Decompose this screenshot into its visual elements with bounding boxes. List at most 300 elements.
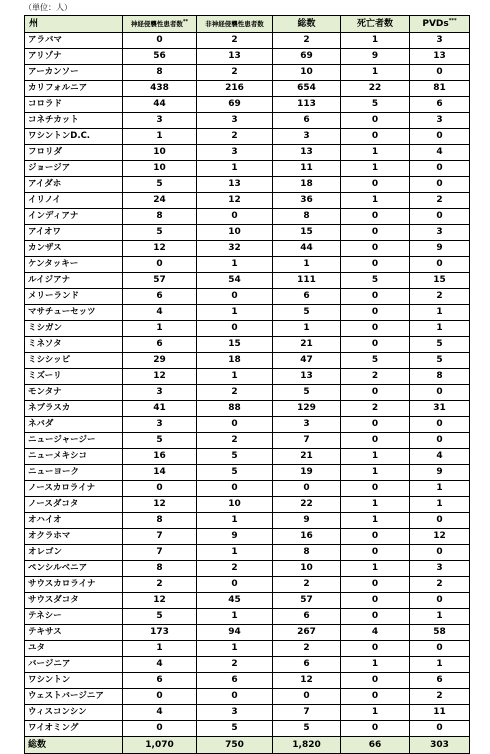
totals-total: 1,820 <box>273 737 341 754</box>
cell-neuro: 0 <box>123 257 197 273</box>
cell-total: 69 <box>273 49 341 65</box>
table-row <box>25 401 470 417</box>
cell-state: インディアナ <box>25 209 123 225</box>
cell-total: 15 <box>273 225 341 241</box>
cell-deaths: 1 <box>341 513 410 529</box>
cell-nonneuro: 69 <box>197 97 273 113</box>
cell-nonneuro: 9 <box>197 529 273 545</box>
cell-pvds: 0 <box>410 129 470 145</box>
cell-nonneuro: 3 <box>197 705 273 721</box>
cell-state: ワシントン <box>25 673 123 689</box>
cell-nonneuro: 0 <box>197 289 273 305</box>
cell-total: 2 <box>273 33 341 49</box>
cell-state: ワシントンD.C. <box>25 129 123 145</box>
cell-state: モンタナ <box>25 385 123 401</box>
cell-deaths: 0 <box>341 209 410 225</box>
cell-neuro: 16 <box>123 449 197 465</box>
cell-nonneuro: 13 <box>197 49 273 65</box>
cell-total: 16 <box>273 529 341 545</box>
cell-pvds: 6 <box>410 673 470 689</box>
cell-nonneuro: 15 <box>197 337 273 353</box>
cell-total: 113 <box>273 97 341 113</box>
cell-nonneuro: 0 <box>197 689 273 705</box>
cell-neuro: 1 <box>123 129 197 145</box>
cell-pvds: 0 <box>410 161 470 177</box>
cell-neuro: 438 <box>123 81 197 97</box>
cell-deaths: 1 <box>341 705 410 721</box>
cell-total: 18 <box>273 177 341 193</box>
cell-neuro: 1 <box>123 641 197 657</box>
cell-state: テキサス <box>25 625 123 641</box>
cell-total: 6 <box>273 289 341 305</box>
cell-state: オハイオ <box>25 513 123 529</box>
cell-state: カリフォルニア <box>25 81 123 97</box>
cell-pvds: 3 <box>410 33 470 49</box>
cell-state: メリーランド <box>25 289 123 305</box>
cell-nonneuro: 0 <box>197 481 273 497</box>
header-total: 総数 <box>273 16 341 33</box>
cell-nonneuro: 2 <box>197 657 273 673</box>
cell-neuro: 0 <box>123 33 197 49</box>
cell-neuro: 14 <box>123 465 197 481</box>
table-row <box>25 561 470 577</box>
cell-neuro: 44 <box>123 97 197 113</box>
cell-pvds: 58 <box>410 625 470 641</box>
table-row <box>25 321 470 337</box>
cell-neuro: 3 <box>123 417 197 433</box>
cell-neuro: 8 <box>123 513 197 529</box>
cell-deaths: 1 <box>341 193 410 209</box>
cell-total: 5 <box>273 305 341 321</box>
cell-nonneuro: 5 <box>197 721 273 737</box>
cell-total: 1 <box>273 257 341 273</box>
cell-nonneuro: 88 <box>197 401 273 417</box>
cell-neuro: 4 <box>123 657 197 673</box>
cell-nonneuro: 1 <box>197 161 273 177</box>
cell-state: サウスカロライナ <box>25 577 123 593</box>
table-row <box>25 193 470 209</box>
cell-neuro: 8 <box>123 65 197 81</box>
cell-state: フロリダ <box>25 145 123 161</box>
cell-nonneuro: 32 <box>197 241 273 257</box>
cell-pvds: 1 <box>410 497 470 513</box>
cell-total: 3 <box>273 417 341 433</box>
cell-deaths: 0 <box>341 177 410 193</box>
cell-state: ペンシルベニア <box>25 561 123 577</box>
table-row <box>25 593 470 609</box>
cell-total: 21 <box>273 449 341 465</box>
cell-nonneuro: 1 <box>197 369 273 385</box>
cell-total: 13 <box>273 145 341 161</box>
cell-state: ニュージャージー <box>25 433 123 449</box>
totals-row <box>25 737 470 754</box>
cell-neuro: 2 <box>123 577 197 593</box>
cell-pvds: 1 <box>410 321 470 337</box>
cell-nonneuro: 216 <box>197 81 273 97</box>
cell-pvds: 12 <box>410 529 470 545</box>
cell-nonneuro: 54 <box>197 273 273 289</box>
table-row <box>25 289 470 305</box>
cell-total: 36 <box>273 193 341 209</box>
cell-total: 2 <box>273 641 341 657</box>
cell-nonneuro: 12 <box>197 193 273 209</box>
cell-neuro: 7 <box>123 545 197 561</box>
cell-total: 129 <box>273 401 341 417</box>
cell-state: ウェストバージニア <box>25 689 123 705</box>
cell-neuro: 3 <box>123 385 197 401</box>
cell-pvds: 9 <box>410 465 470 481</box>
cell-deaths: 0 <box>341 305 410 321</box>
header-neuro-mark: ** <box>182 18 189 25</box>
cell-state: ミズーリ <box>25 369 123 385</box>
cell-deaths: 2 <box>341 401 410 417</box>
cell-deaths: 1 <box>341 561 410 577</box>
table-row <box>25 145 470 161</box>
cell-deaths: 0 <box>341 673 410 689</box>
cell-neuro: 57 <box>123 273 197 289</box>
cell-total: 12 <box>273 673 341 689</box>
table-row <box>25 481 470 497</box>
cell-total: 0 <box>273 481 341 497</box>
cell-pvds: 4 <box>410 449 470 465</box>
cell-nonneuro: 0 <box>197 417 273 433</box>
cell-total: 1 <box>273 321 341 337</box>
cell-deaths: 9 <box>341 49 410 65</box>
cell-nonneuro: 2 <box>197 433 273 449</box>
cell-state: アラバマ <box>25 33 123 49</box>
table-row <box>25 673 470 689</box>
cell-total: 47 <box>273 353 341 369</box>
cell-deaths: 1 <box>341 465 410 481</box>
table-row <box>25 241 470 257</box>
cell-deaths: 0 <box>341 417 410 433</box>
cell-neuro: 12 <box>123 241 197 257</box>
cell-nonneuro: 2 <box>197 129 273 145</box>
cell-neuro: 12 <box>123 497 197 513</box>
cell-deaths: 0 <box>341 641 410 657</box>
cell-pvds: 9 <box>410 241 470 257</box>
cell-deaths: 0 <box>341 241 410 257</box>
cell-deaths: 0 <box>341 577 410 593</box>
cell-pvds: 1 <box>410 481 470 497</box>
header-neuro: 神経侵襲性患者数** <box>123 16 197 33</box>
cell-pvds: 4 <box>410 145 470 161</box>
cell-pvds: 15 <box>410 273 470 289</box>
cell-neuro: 4 <box>123 305 197 321</box>
cell-neuro: 29 <box>123 353 197 369</box>
table-row <box>25 177 470 193</box>
cell-nonneuro: 1 <box>197 305 273 321</box>
cell-neuro: 4 <box>123 705 197 721</box>
cell-neuro: 10 <box>123 145 197 161</box>
cell-total: 267 <box>273 625 341 641</box>
cell-deaths: 0 <box>341 225 410 241</box>
cell-deaths: 0 <box>341 689 410 705</box>
cell-deaths: 22 <box>341 81 410 97</box>
cell-deaths: 0 <box>341 129 410 145</box>
cell-nonneuro: 2 <box>197 561 273 577</box>
table-row <box>25 385 470 401</box>
totals-pvds: 303 <box>410 737 470 754</box>
header-deaths: 死亡者数 <box>341 16 410 33</box>
table-row <box>25 433 470 449</box>
cell-state: ニューメキシコ <box>25 449 123 465</box>
cell-deaths: 0 <box>341 289 410 305</box>
cell-total: 57 <box>273 593 341 609</box>
cell-total: 5 <box>273 721 341 737</box>
cell-pvds: 3 <box>410 561 470 577</box>
table-row <box>25 305 470 321</box>
cell-total: 21 <box>273 337 341 353</box>
cell-state: ノースダコタ <box>25 497 123 513</box>
totals-nonneuro: 750 <box>197 737 273 754</box>
cell-state: ニューヨーク <box>25 465 123 481</box>
cell-state: アーカンソー <box>25 65 123 81</box>
table-row <box>25 689 470 705</box>
cell-pvds: 2 <box>410 193 470 209</box>
table-row <box>25 65 470 81</box>
cell-total: 2 <box>273 577 341 593</box>
cell-deaths: 0 <box>341 609 410 625</box>
cell-nonneuro: 2 <box>197 385 273 401</box>
cell-state: アイオワ <box>25 225 123 241</box>
cell-pvds: 3 <box>410 113 470 129</box>
cell-state: カンザス <box>25 241 123 257</box>
cell-pvds: 5 <box>410 353 470 369</box>
cell-pvds: 2 <box>410 289 470 305</box>
table-row <box>25 609 470 625</box>
cell-pvds: 5 <box>410 337 470 353</box>
table-row <box>25 465 470 481</box>
table-row <box>25 529 470 545</box>
cell-state: マサチューセッツ <box>25 305 123 321</box>
cell-total: 6 <box>273 113 341 129</box>
cell-pvds: 0 <box>410 433 470 449</box>
cell-nonneuro: 3 <box>197 145 273 161</box>
table-row <box>25 513 470 529</box>
cell-pvds: 8 <box>410 369 470 385</box>
cell-neuro: 12 <box>123 593 197 609</box>
cell-state: オレゴン <box>25 545 123 561</box>
cell-state: ノースカロライナ <box>25 481 123 497</box>
cell-neuro: 24 <box>123 193 197 209</box>
cell-total: 19 <box>273 465 341 481</box>
cell-pvds: 2 <box>410 689 470 705</box>
cell-neuro: 5 <box>123 177 197 193</box>
cell-pvds: 3 <box>410 225 470 241</box>
table-row <box>25 353 470 369</box>
cell-state: コネチカット <box>25 113 123 129</box>
header-pvds: PVDs*** <box>410 16 470 33</box>
cell-pvds: 11 <box>410 705 470 721</box>
cell-pvds: 0 <box>410 385 470 401</box>
cell-neuro: 6 <box>123 337 197 353</box>
cell-state: ネブラスカ <box>25 401 123 417</box>
totals-neuro: 1,070 <box>123 737 197 754</box>
cell-neuro: 0 <box>123 689 197 705</box>
table-row <box>25 81 470 97</box>
cell-neuro: 8 <box>123 561 197 577</box>
table-row <box>25 705 470 721</box>
cell-nonneuro: 2 <box>197 33 273 49</box>
cell-pvds: 0 <box>410 65 470 81</box>
table-row <box>25 273 470 289</box>
cell-neuro: 7 <box>123 529 197 545</box>
cell-pvds: 0 <box>410 545 470 561</box>
cell-pvds: 1 <box>410 609 470 625</box>
cell-deaths: 0 <box>341 385 410 401</box>
cell-state: テネシー <box>25 609 123 625</box>
cell-neuro: 0 <box>123 721 197 737</box>
cell-total: 22 <box>273 497 341 513</box>
cell-pvds: 0 <box>410 721 470 737</box>
cell-state: サウスダコタ <box>25 593 123 609</box>
header-pvds-mark: *** <box>448 17 457 24</box>
cell-state: ジョージア <box>25 161 123 177</box>
cell-pvds: 2 <box>410 577 470 593</box>
cell-total: 13 <box>273 369 341 385</box>
cell-nonneuro: 1 <box>197 609 273 625</box>
cell-state: アリゾナ <box>25 49 123 65</box>
header-row <box>25 16 470 33</box>
cell-deaths: 1 <box>341 497 410 513</box>
cell-pvds: 0 <box>410 177 470 193</box>
cell-deaths: 1 <box>341 65 410 81</box>
cell-deaths: 1 <box>341 145 410 161</box>
cell-pvds: 0 <box>410 593 470 609</box>
cell-state: ワイオミング <box>25 721 123 737</box>
cell-total: 111 <box>273 273 341 289</box>
cell-pvds: 0 <box>410 257 470 273</box>
table-row <box>25 545 470 561</box>
cell-nonneuro: 10 <box>197 225 273 241</box>
cell-nonneuro: 2 <box>197 65 273 81</box>
cell-neuro: 3 <box>123 113 197 129</box>
totals-deaths: 66 <box>341 737 410 754</box>
cell-total: 44 <box>273 241 341 257</box>
table-row <box>25 577 470 593</box>
cell-nonneuro: 1 <box>197 257 273 273</box>
table-row <box>25 337 470 353</box>
table-row <box>25 129 470 145</box>
cell-pvds: 31 <box>410 401 470 417</box>
cell-deaths: 0 <box>341 257 410 273</box>
cell-total: 7 <box>273 705 341 721</box>
cell-total: 6 <box>273 609 341 625</box>
cell-nonneuro: 10 <box>197 497 273 513</box>
cell-deaths: 0 <box>341 721 410 737</box>
cell-state: ミシシッピ <box>25 353 123 369</box>
cell-neuro: 0 <box>123 481 197 497</box>
cell-pvds: 6 <box>410 97 470 113</box>
cell-state: ルイジアナ <box>25 273 123 289</box>
cell-pvds: 81 <box>410 81 470 97</box>
cell-nonneuro: 45 <box>197 593 273 609</box>
cell-nonneuro: 0 <box>197 209 273 225</box>
cell-pvds: 0 <box>410 209 470 225</box>
cell-neuro: 173 <box>123 625 197 641</box>
cell-pvds: 13 <box>410 49 470 65</box>
cell-nonneuro: 5 <box>197 465 273 481</box>
cell-state: ケンタッキー <box>25 257 123 273</box>
cell-neuro: 6 <box>123 289 197 305</box>
cell-deaths: 1 <box>341 657 410 673</box>
cell-state: オクラホマ <box>25 529 123 545</box>
cell-state: ユタ <box>25 641 123 657</box>
table-row <box>25 209 470 225</box>
cell-nonneuro: 0 <box>197 577 273 593</box>
cell-deaths: 0 <box>341 113 410 129</box>
table-row <box>25 657 470 673</box>
cell-total: 9 <box>273 513 341 529</box>
cell-neuro: 12 <box>123 369 197 385</box>
cell-total: 654 <box>273 81 341 97</box>
header-nonneuro: 非神経侵襲性患者数 <box>197 16 273 33</box>
cell-deaths: 0 <box>341 545 410 561</box>
cell-total: 10 <box>273 65 341 81</box>
cell-neuro: 5 <box>123 225 197 241</box>
table-row <box>25 113 470 129</box>
cell-total: 0 <box>273 689 341 705</box>
cell-total: 11 <box>273 161 341 177</box>
cell-nonneuro: 5 <box>197 449 273 465</box>
cell-pvds: 0 <box>410 641 470 657</box>
cell-deaths: 4 <box>341 625 410 641</box>
cell-deaths: 5 <box>341 97 410 113</box>
cell-nonneuro: 1 <box>197 513 273 529</box>
table-row <box>25 257 470 273</box>
cell-state: ミネソタ <box>25 337 123 353</box>
table-row <box>25 497 470 513</box>
cell-nonneuro: 6 <box>197 673 273 689</box>
wnv-cases-table <box>24 15 470 754</box>
cell-neuro: 5 <box>123 609 197 625</box>
cell-state: ネバダ <box>25 417 123 433</box>
cell-neuro: 10 <box>123 161 197 177</box>
cell-state: ミシガン <box>25 321 123 337</box>
totals-label: 総数 <box>25 737 123 754</box>
cell-state: コロラド <box>25 97 123 113</box>
cell-nonneuro: 1 <box>197 641 273 657</box>
cell-nonneuro: 94 <box>197 625 273 641</box>
cell-total: 3 <box>273 129 341 145</box>
cell-pvds: 0 <box>410 417 470 433</box>
cell-neuro: 8 <box>123 209 197 225</box>
cell-total: 7 <box>273 433 341 449</box>
cell-neuro: 6 <box>123 673 197 689</box>
table-row <box>25 449 470 465</box>
cell-deaths: 0 <box>341 529 410 545</box>
cell-deaths: 1 <box>341 449 410 465</box>
cell-deaths: 5 <box>341 353 410 369</box>
cell-total: 10 <box>273 561 341 577</box>
cell-deaths: 1 <box>341 33 410 49</box>
cell-state: アイダホ <box>25 177 123 193</box>
cell-neuro: 5 <box>123 433 197 449</box>
cell-deaths: 0 <box>341 593 410 609</box>
cell-state: ウィスコンシン <box>25 705 123 721</box>
table-row <box>25 49 470 65</box>
cell-deaths: 1 <box>341 161 410 177</box>
cell-total: 5 <box>273 385 341 401</box>
table-row <box>25 161 470 177</box>
cell-total: 8 <box>273 209 341 225</box>
cell-total: 8 <box>273 545 341 561</box>
table-row <box>25 721 470 737</box>
cell-deaths: 0 <box>341 321 410 337</box>
table-row <box>25 625 470 641</box>
cell-pvds: 1 <box>410 657 470 673</box>
